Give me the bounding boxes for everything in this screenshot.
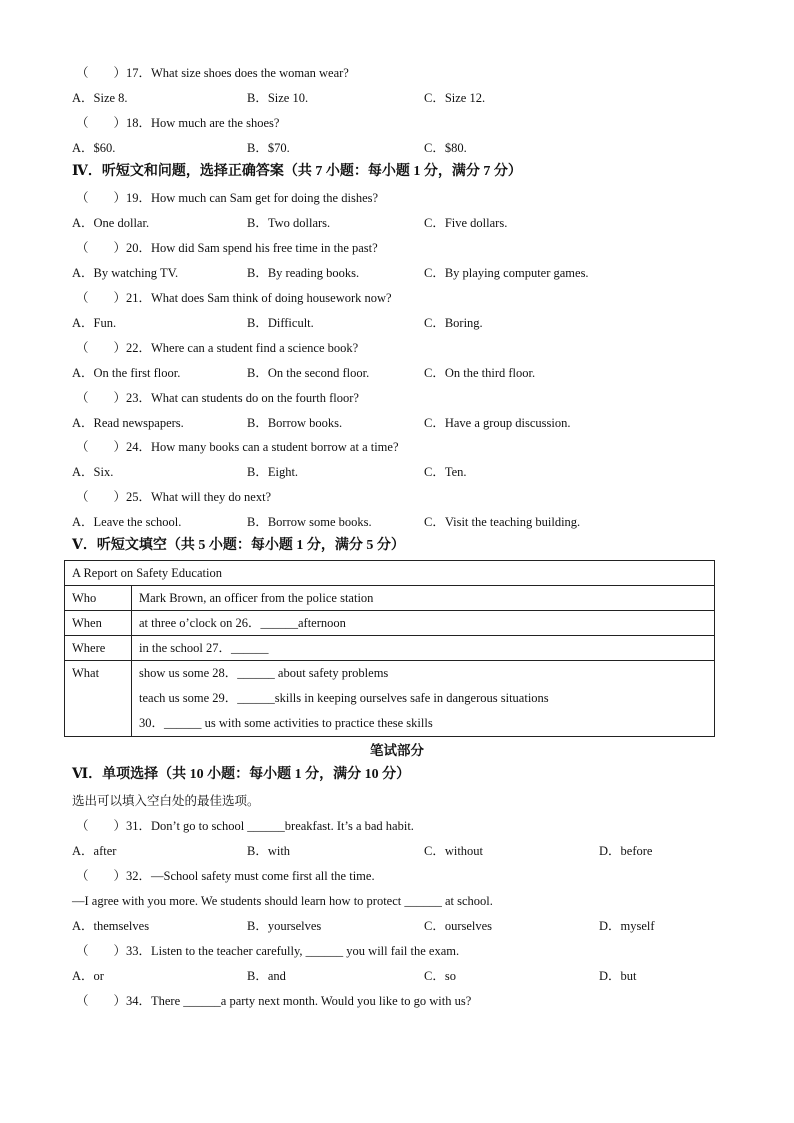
option-31-c: C．without bbox=[424, 844, 484, 858]
option-23-a: A．Read newspapers. bbox=[72, 416, 184, 430]
report-table bbox=[64, 560, 715, 737]
row-key-where: Where bbox=[65, 636, 132, 661]
question-32-dialogue: —I agree with you more. We students should learn how to protect ______ at school. bbox=[72, 894, 493, 908]
option-23-c: C．Have a group discussion. bbox=[424, 416, 571, 430]
option-22-b: B．On the second floor. bbox=[247, 366, 370, 380]
section-4-title: Ⅳ．听短文和问题，选择正确答案（共 7 小题：每小题 1 分，满分 7 分） bbox=[72, 164, 522, 179]
option-31-a: A．after bbox=[72, 844, 117, 858]
section-5-title: Ⅴ．听短文填空（共 5 小题：每小题 1 分，满分 5 分） bbox=[72, 538, 405, 553]
what-line-28: show us some 28．______ about safety problems bbox=[139, 666, 389, 680]
option-20-b: B．By reading books. bbox=[247, 266, 360, 280]
row-value-what bbox=[132, 661, 715, 737]
option-33-c: C．so bbox=[424, 969, 456, 983]
what-line-29: teach us some 29．______skills in keeping ourselves safe in dangerous situations bbox=[139, 691, 549, 705]
row-key-when: When bbox=[65, 611, 132, 636]
row-key-what: What bbox=[65, 661, 132, 737]
row-value-where: in the school 27．______ bbox=[132, 636, 715, 661]
option-20-c: C．By playing computer games. bbox=[424, 266, 589, 280]
option-25-a: A．Leave the school. bbox=[72, 515, 182, 529]
option-24-c: C．Ten. bbox=[424, 465, 467, 479]
question-18: （ ）18．How much are the shoes? bbox=[76, 116, 280, 130]
option-32-b: B．yourselves bbox=[247, 919, 322, 933]
option-33-d: D．but bbox=[599, 969, 637, 983]
option-25-b: B．Borrow some books. bbox=[247, 515, 372, 529]
question-20: （ ）20．How did Sam spend his free time in the past? bbox=[76, 241, 378, 255]
option-22-c: C．On the third floor. bbox=[424, 366, 536, 380]
section-6-title: Ⅵ．单项选择（共 10 小题：每小题 1 分，满分 10 分） bbox=[72, 767, 411, 782]
written-part-heading: 笔试部分 bbox=[370, 743, 424, 758]
question-17: （ ）17．What size shoes does the woman wear? bbox=[76, 66, 349, 80]
option-24-a: A．Six. bbox=[72, 465, 114, 479]
option-18-c: C．$80. bbox=[424, 141, 467, 155]
option-32-a: A．themselves bbox=[72, 919, 150, 933]
question-24: （ ）24．How many books can a student borrow at a time? bbox=[76, 440, 399, 454]
question-32: （ ）32．—School safety must come first all the time. bbox=[76, 869, 375, 883]
option-33-b: B．and bbox=[247, 969, 286, 983]
what-line-30: 30．______ us with some activities to practice these skills bbox=[139, 716, 433, 730]
option-19-c: C．Five dollars. bbox=[424, 216, 508, 230]
option-21-a: A．Fun. bbox=[72, 316, 117, 330]
section-6-instruction: 选出可以填入空白处的最佳选项。 bbox=[72, 794, 260, 808]
option-18-b: B．$70. bbox=[247, 141, 290, 155]
question-34: （ ）34．There ______a party next month. Would you like to go with us? bbox=[76, 994, 472, 1008]
question-31: （ ）31．Don’t go to school ______breakfast. It’s a bad habit. bbox=[76, 819, 414, 833]
question-19: （ ）19．How much can Sam get for doing the dishes? bbox=[76, 191, 379, 205]
question-23: （ ）23．What can students do on the fourth floor? bbox=[76, 391, 359, 405]
option-20-a: A．By watching TV. bbox=[72, 266, 179, 280]
option-31-b: B．with bbox=[247, 844, 291, 858]
option-32-c: C．ourselves bbox=[424, 919, 493, 933]
question-33: （ ）33．Listen to the teacher carefully, ______ you will fail the exam. bbox=[76, 944, 460, 958]
report-table-title: A Report on Safety Education bbox=[65, 561, 715, 586]
option-21-c: C．Boring. bbox=[424, 316, 483, 330]
option-31-d: D．before bbox=[599, 844, 653, 858]
question-25: （ ）25．What will they do next? bbox=[76, 490, 272, 504]
option-17-a: A．Size 8. bbox=[72, 91, 128, 105]
option-21-b: B．Difficult. bbox=[247, 316, 314, 330]
question-22: （ ）22．Where can a student find a science book? bbox=[76, 341, 359, 355]
option-17-b: B．Size 10. bbox=[247, 91, 309, 105]
option-17-c: C．Size 12. bbox=[424, 91, 486, 105]
row-key-who: Who bbox=[65, 586, 132, 611]
option-19-a: A．One dollar. bbox=[72, 216, 150, 230]
option-33-a: A．or bbox=[72, 969, 104, 983]
row-value-who: Mark Brown, an officer from the police station bbox=[132, 586, 715, 611]
option-24-b: B．Eight. bbox=[247, 465, 299, 479]
option-25-c: C．Visit the teaching building. bbox=[424, 515, 581, 529]
option-23-b: B．Borrow books. bbox=[247, 416, 343, 430]
option-32-d: D．myself bbox=[599, 919, 655, 933]
question-21: （ ）21．What does Sam think of doing housework now? bbox=[76, 291, 392, 305]
option-19-b: B．Two dollars. bbox=[247, 216, 331, 230]
option-18-a: A．$60. bbox=[72, 141, 116, 155]
option-22-a: A．On the first floor. bbox=[72, 366, 181, 380]
row-value-when: at three o’clock on 26．______afternoon bbox=[132, 611, 715, 636]
